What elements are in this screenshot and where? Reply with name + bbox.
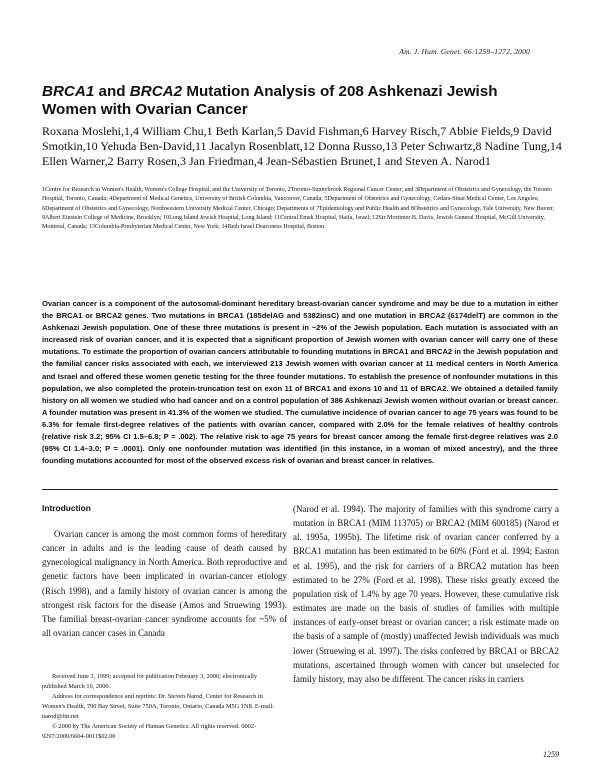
footnote-copyright: © 2000 by The American Society of Human Genetics. All rights reserved. 0002-9297/2000/6604-0011$02.00 (42, 723, 257, 740)
section-divider (42, 489, 558, 490)
author-list: Roxana Moslehi,1,4 William Chu,1 Beth Karlan,5 David Fishman,6 Harvey Risch,7 Abbie Fields,9 David Smotkin,10 Yehuda Ben-David,11 Jacalyn Rosenblatt,12 Donna Russo,13 Peter Schwartz,8 Nadine Tung,14 Ellen Warner,2 Barry Rosen,3 Jan Friedman,4 Jean-Sébastien Brunet,1 and Steven A. Narod1 (42, 124, 562, 168)
left-column (42, 503, 287, 640)
footnote-correspondence: Address for correspondence and reprints: Dr. Steven Narod, Center for Research in Women's Health, 790 Bay Street, Suite 750A, Toronto, Ontario, Canada M5G 1N8. E-mail: narod@ftn.net (42, 693, 274, 720)
introduction-heading: Introduction (42, 503, 91, 513)
affiliations: 1Centre for Research in Women's Health, Women's College Hospital, and the University of Toronto, 2Toronto-Sunnybrook Regional Cancer Center, and 3Department of Obstetrics and Gynecology, the Toronto Hospital, Toronto, Canada; 4Department of Medical Genetics, University of British Columbia, Vancouver, Canada; 5Department of Obstetrics and Gynecology, Cedars-Sinai Medical Center, Los Angeles; 6Department of Obstetrics and Gynecology, Northwestern University Medical Center, Chicago; Departments of 7Epidemiology and Public Health and 8Obstetrics and Gynecology, Yale University, New Haven; 9Albert Einstein College of Medicine, Brooklyn; 10Long Island Jewish Hospital, Long Island; 11Central Emek Hospital, Haifa, Israel; 12Sir Mortimer B. Davis, Jewish General Hospital, McGill University, Montreal, Canada; 13Columbia-Presbyterian Medical Center, New York; 14Beth Israel Deaconess Hospital, Boston (42, 187, 555, 231)
title-rest: Mutation Analysis of 208 Ashkenazi Jewish Women with Ovarian Cancer (42, 83, 498, 118)
footnote-received: Received June 3, 1999; accepted for publication February 3, 2000; electronically published March 16, 2000. (42, 673, 258, 690)
page-number: 1259 (543, 750, 559, 759)
introduction-paragraph-left: Ovarian cancer is among the most common forms of hereditary cancer in adults and is the leading cause of death caused by gynecological malignancy in North America. Both reproductive and genetic factors have been implicated in ovarian-cancer etiology (Risch 1998), and a family history of ovarian cancer is among the strongest risk factors for the disease (Amos and Struewing 1993). The familial breast-ovarian cancer syndrome accounts for ~5% of all ovarian cancer cases in Canada (42, 529, 287, 639)
introduction-paragraph-right: (Narod et al. 1994). The majority of families with this syndrome carry a mutation in BRCA1 (MIM 113705) or BRCA2 (MIM 600185) (Narod et al. 1995a, 1995b). The lifetime risk of ovarian cancer conferred by a BRCA1 mutation has been estimated to be 60% (Ford et al. 1994; Easton et al. 1995), and the risk for carriers of a BRCA2 mutation has been estimated to be 27% (Ford et al. 1998). These risks greatly exceed the population risk of 1.4% by age 70 years. However, these cumulative risk estimates are made on the basis of studies of families with multiple instances of early-onset breast or ovarian cancer; a risk estimate made on the basis of a sample of (mostly) unaffected Jewish individuals was much lower (Struewing et al. 1997). The risks conferred by BRCA1 or BRCA2 mutations, ascertained through women with cancer but unselected for family history, may also be different. The cancer risks in carriers (293, 504, 559, 684)
right-column (293, 502, 559, 686)
journal-citation: Am. J. Hum. Genet. 66:1259–1272, 2000 (399, 47, 530, 56)
article-title (42, 83, 512, 119)
title-conjunction: and (94, 83, 130, 100)
footnotes (42, 672, 282, 742)
title-gene-2: BRCA2 (129, 83, 183, 100)
abstract: Ovarian cancer is a component of the autosomal-dominant hereditary breast-ovarian cancer syndrome and may be due to a mutation in either the BRCA1 or BRCA2 genes. Two mutations in BRCA1 (185delAG and 5382insC) and one mutation in BRCA2 (6174delT) are common in the Ashkenazi Jewish population. One of these three mutations is present in ~2% of the Jewish population. Each mutation is associated with an increased risk of ovarian cancer, and it is expected that a significant proportion of Jewish women with ovarian cancer will carry one of these mutations. To estimate the proportion of ovarian cancers attributable to founding mutations in BRCA1 and BRCA2 in the Jewish population and the familial cancer risks associated with each, we interviewed 213 Jewish women with ovarian cancer at 11 medical centers in North America and Israel and offered these women genetic testing for the three founder mutations. To establish the presence of nonfounder mutations in this population, we also completed the protein-truncation test on exon 11 of BRCA1 and exons 10 and 11 of BRCA2. We obtained a detailed family history on all women we studied who had cancer and on a control population of 386 Ashkenazi Jewish women without ovarian or breast cancer. A founder mutation was present in 41.3% of the women we studied. The cumulative incidence of ovarian cancer to age 75 years was found to be 6.3% for female first-degree relatives of the patients with ovarian cancer, compared with 2.0% for the female relatives of healthy controls (relative risk 3.2; 95% CI 1.5–6.8; P = .002). The relative risk to age 75 years for breast cancer among the female first-degree relatives was 2.0 (95% CI 1.4–3.0; P = .0001). Only one nonfounder mutation was identified (in this instance, in a woman of mixed ancestry), and the three founding mutations accounted for most of the observed excess risk of ovarian and breast cancer in relatives. (42, 299, 558, 466)
title-gene-1: BRCA1 (42, 83, 95, 100)
